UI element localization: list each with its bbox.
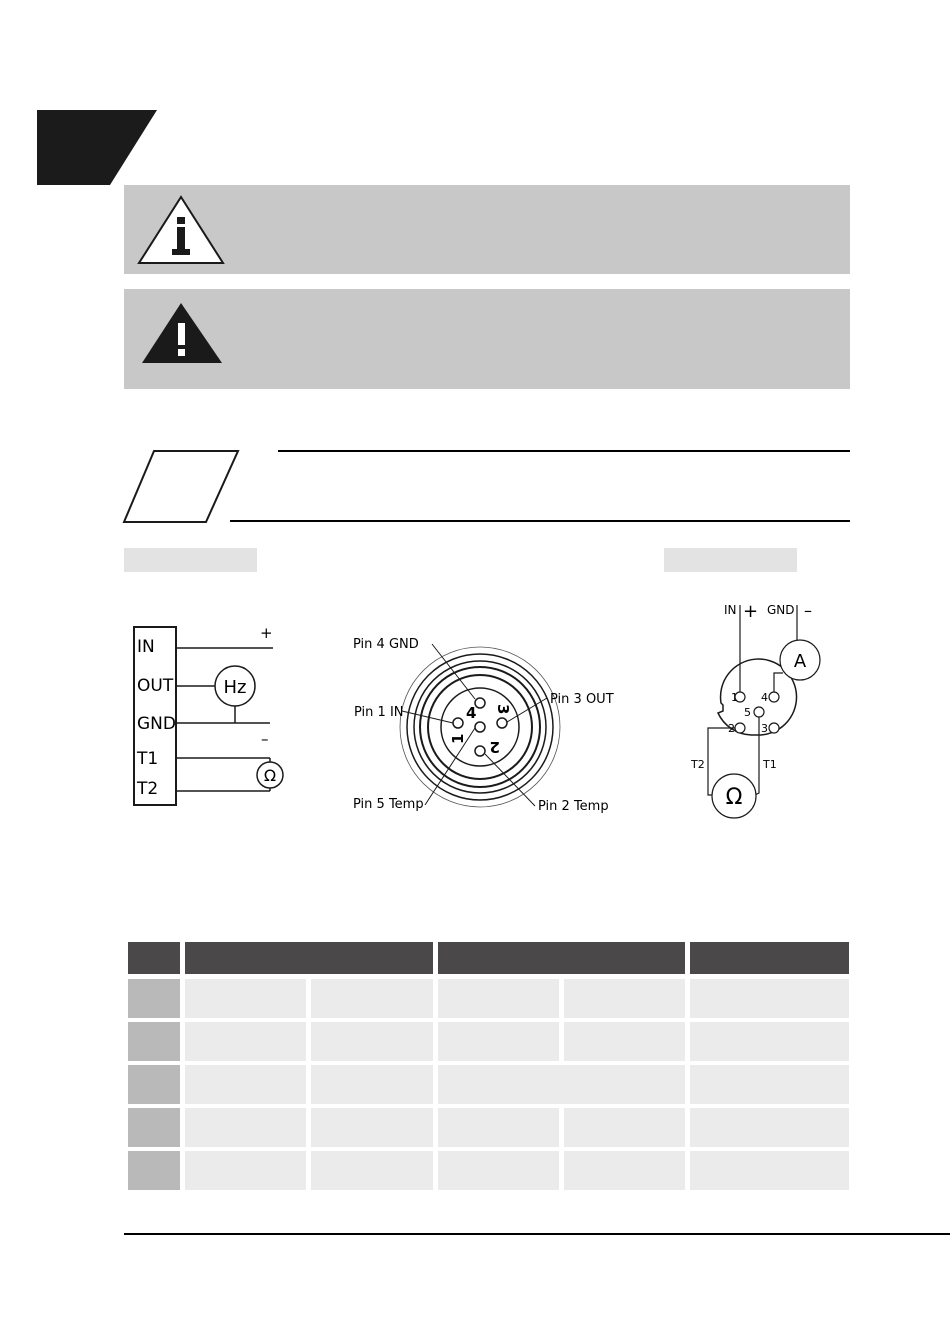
- table-cell: [185, 1108, 306, 1147]
- table-header-group-3: [690, 942, 849, 974]
- label-gnd: GND: [767, 603, 795, 617]
- table-row-label: [128, 1065, 180, 1104]
- table-cell: [690, 979, 849, 1018]
- warning-notice: [124, 289, 850, 389]
- terminal-gnd: GND: [137, 714, 176, 734]
- info-notice: [124, 185, 850, 274]
- exclamation-icon: [140, 301, 226, 367]
- pin-3-hole: [497, 718, 507, 728]
- heading-tag-left: [124, 548, 257, 572]
- ammeter-label: A: [793, 651, 807, 672]
- table-cell: [311, 1108, 433, 1147]
- numeral-4: 4: [466, 704, 477, 722]
- connector-face-diagram: [340, 625, 630, 825]
- label-t2: T2: [691, 758, 705, 771]
- table-cell: [311, 979, 433, 1018]
- plus-sign: +: [260, 624, 273, 642]
- info-icon: [136, 193, 228, 265]
- frequency-meter-label: Hz: [223, 677, 247, 698]
- terminal-out: OUT: [137, 676, 174, 696]
- table-cell: [438, 1151, 559, 1190]
- rule-bottom: [230, 520, 850, 522]
- label-pin-4-gnd: Pin 4 GND: [353, 637, 419, 652]
- footer-rule: [124, 1233, 950, 1235]
- ohm-meter-label: Ω: [263, 766, 277, 785]
- note-parallelogram: [120, 446, 245, 528]
- test-pin-3-num: 3: [761, 722, 768, 735]
- test-pin-2-num: 2: [728, 722, 735, 735]
- test-pin-3: [769, 723, 779, 733]
- test-pin-4: [769, 692, 779, 702]
- label-minus: –: [804, 601, 812, 620]
- label-pin-2-temp: Pin 2 Temp: [538, 799, 609, 814]
- table-cell: [690, 1151, 849, 1190]
- section-tab: [0, 110, 160, 188]
- table-cell: [185, 1151, 306, 1190]
- table-row-label: [128, 979, 180, 1018]
- pin-4-hole: [475, 698, 485, 708]
- table-header-corner: [128, 942, 180, 974]
- table-cell: [564, 979, 685, 1018]
- pin-5-hole: [475, 722, 485, 732]
- label-pin-5-temp: Pin 5 Temp: [353, 797, 424, 812]
- table-row-label: [128, 1108, 180, 1147]
- label-in: IN: [724, 603, 737, 617]
- data-table: [128, 942, 849, 1192]
- test-pin-5-num: 5: [744, 706, 751, 719]
- table-cell: [311, 1022, 433, 1061]
- numeral-3: 3: [494, 704, 512, 715]
- table-cell: [185, 979, 306, 1018]
- table-row-label: [128, 1151, 180, 1190]
- test-pin-1-num: 1: [731, 691, 738, 704]
- wiring-diagram: [125, 620, 305, 815]
- table-header-group-1: [185, 942, 433, 974]
- table-cell: [564, 1151, 685, 1190]
- table-cell-merged: [438, 1065, 685, 1104]
- table-cell: [438, 1022, 559, 1061]
- minus-sign: –: [261, 730, 269, 748]
- label-pin-3-out: Pin 3 OUT: [550, 692, 614, 707]
- test-pin-5: [754, 707, 764, 717]
- pin-2-hole: [475, 746, 485, 756]
- table-cell: [311, 1151, 433, 1190]
- label-plus: +: [743, 601, 759, 622]
- label-pin-1-in: Pin 1 IN: [354, 705, 404, 720]
- rule-top: [278, 450, 850, 452]
- table-cell: [185, 1022, 306, 1061]
- terminal-t1: T1: [137, 749, 159, 769]
- table-row-label: [128, 1022, 180, 1061]
- test-diagram: [685, 595, 835, 825]
- table-cell: [185, 1065, 306, 1104]
- pin-1-hole: [453, 718, 463, 728]
- table-cell: [311, 1065, 433, 1104]
- test-pin-2: [735, 723, 745, 733]
- numeral-2: 2: [489, 738, 500, 756]
- table-cell: [438, 1108, 559, 1147]
- table-cell: [564, 1022, 685, 1061]
- label-t1: T1: [763, 758, 777, 771]
- table-cell: [564, 1108, 685, 1147]
- table-cell: [438, 979, 559, 1018]
- numeral-1: 1: [449, 733, 467, 744]
- test-pin-4-num: 4: [761, 691, 768, 704]
- heading-tag-right: [664, 548, 797, 572]
- terminal-t2: T2: [137, 779, 159, 799]
- table-cell: [690, 1108, 849, 1147]
- table-cell: [690, 1022, 849, 1061]
- test-ohm-meter-label: Ω: [725, 785, 743, 810]
- table-cell: [690, 1065, 849, 1104]
- table-header-group-2: [438, 942, 685, 974]
- terminal-in: IN: [137, 637, 155, 657]
